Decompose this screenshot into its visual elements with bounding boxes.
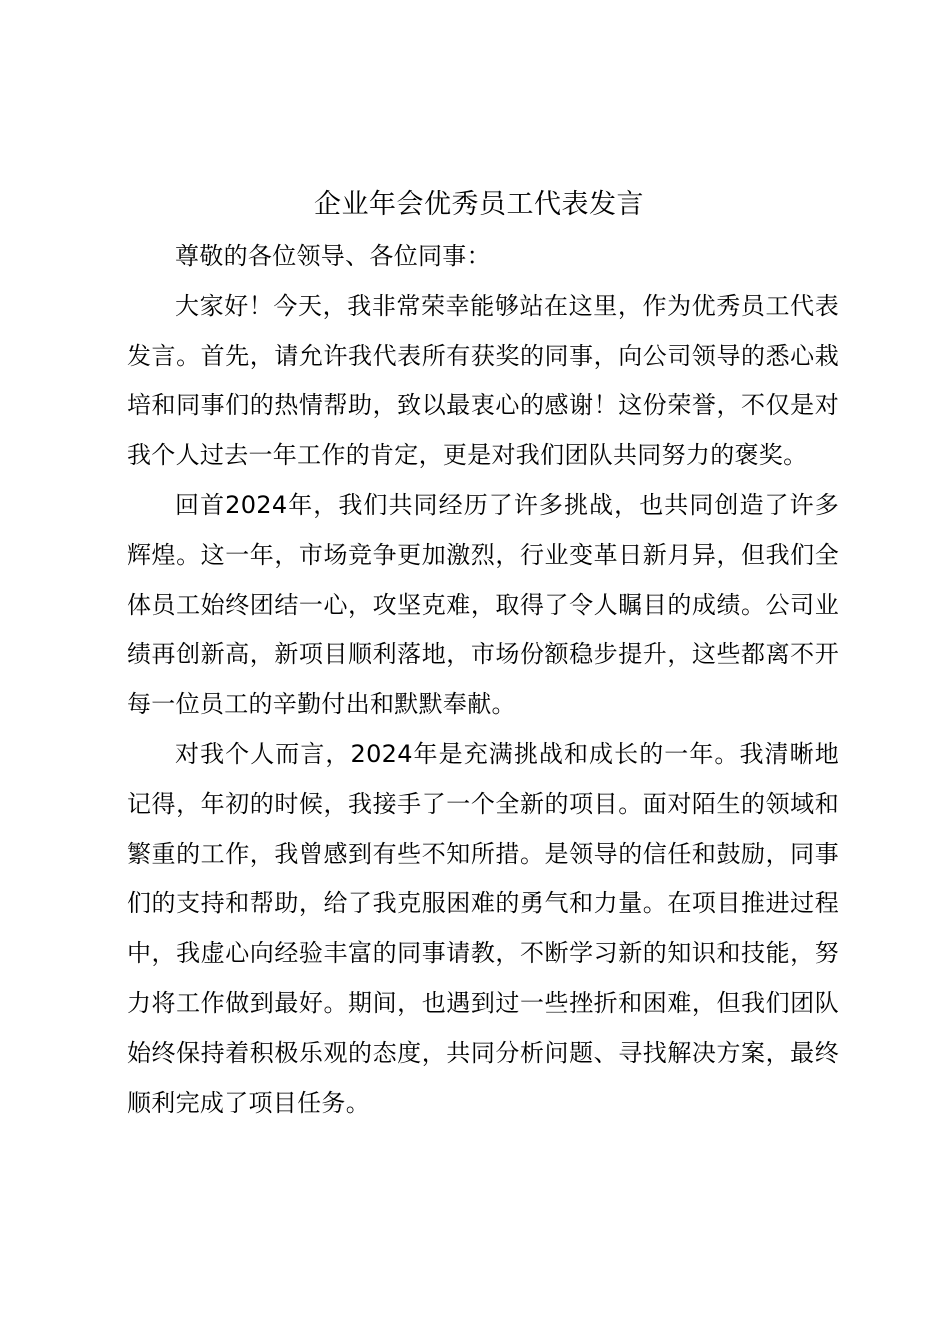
paragraph-salutation: 尊敬的各位领导、各位同事： [175, 242, 491, 270]
paragraph-personal: 对我个人而言，2024年是充满挑战和成长的一年。我清晰地记得，年初的时候，我接手了一个全新的项目。面对陌生的领域和繁重的工作，我曾感到有些不知所措。是领导的信任和鼓励，同事们的支持和帮助，给了我克服困难的勇气和力量。在项目推进过程中，我虚心向经验丰富的同事请教，不断学习新的知识和技能，努力将工作做到最好。期间，也遇到过一些挫折和困难，但我们团队始终保持着积极乐观的态度，共同分析问题、寻找解决方案，最终顺利完成了项目任务。 [127, 739, 839, 1117]
paragraph-greeting: 大家好！今天，我非常荣幸能够站在这里，作为优秀员工代表发言。首先，请允许我代表所有获奖的同事，向公司领导的悉心栽培和同事们的热情帮助，致以最衷心的感谢！这份荣誉，不仅是对我个人过去一年工作的肯定，更是对我们团队共同努力的褒奖。 [127, 291, 839, 470]
document-body [127, 232, 839, 1128]
document-title: 企业年会优秀员工代表发言 [314, 189, 644, 220]
paragraph-review: 回首2024年，我们共同经历了许多挑战，也共同创造了许多辉煌。这一年，市场竞争更加激烈，行业变革日新月异，但我们全体员工始终团结一心，攻坚克难，取得了令人瞩目的成绩。公司业绩再创新高，新项目顺利落地，市场份额稳步提升，这些都离不开每一位员工的辛勤付出和默默奉献。 [127, 490, 839, 719]
